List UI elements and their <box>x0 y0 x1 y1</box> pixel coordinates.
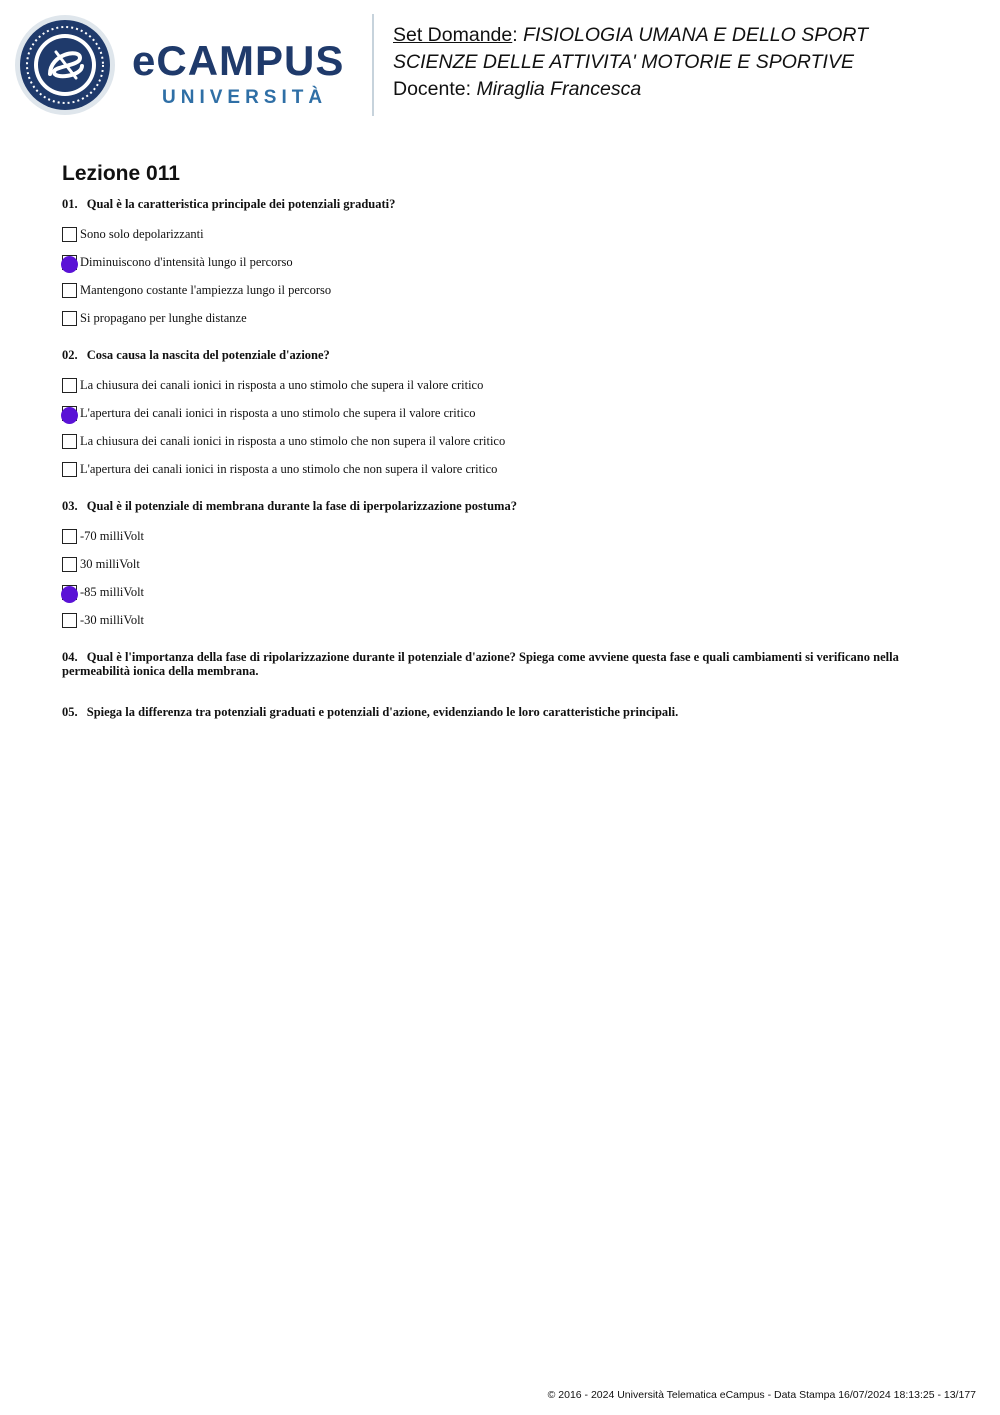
page-footer: © 2016 - 2024 Università Telematica eCampus - Data Stampa 16/07/2024 18:13:25 - 13/177 <box>547 1389 976 1401</box>
question-05 <box>62 705 942 719</box>
teacher-name: Miraglia Francesca <box>476 78 642 100</box>
header-divider <box>372 14 374 116</box>
checkbox[interactable] <box>62 227 77 242</box>
checkbox[interactable] <box>62 529 77 544</box>
question-03 <box>62 499 942 650</box>
answer-option[interactable]: -70 milliVolt <box>62 526 942 554</box>
teacher-label: Docente <box>393 78 466 100</box>
university-seal-logo <box>14 14 116 116</box>
answer-option[interactable]: Sono solo depolarizzanti <box>62 224 942 252</box>
page-header <box>0 0 1000 130</box>
selected-mark <box>61 407 78 424</box>
answer-option[interactable]: La chiusura dei canali ionici in risposta a uno stimolo che non supera il valore critico <box>62 431 942 459</box>
answer-option[interactable]: Mantengono costante l'ampiezza lungo il percorso <box>62 280 942 308</box>
question-02 <box>62 348 942 499</box>
checkbox[interactable] <box>62 434 77 449</box>
question-text: 03. Qual è il potenziale di membrana durante la fase di iperpolarizzazione postuma? <box>62 499 517 513</box>
checkbox[interactable] <box>62 283 77 298</box>
selected-mark <box>61 586 78 603</box>
lesson-title: Lezione 011 <box>62 162 180 185</box>
selected-mark <box>61 256 78 273</box>
answer-option[interactable]: -30 milliVolt <box>62 610 942 638</box>
answer-option[interactable]: L'apertura dei canali ionici in risposta a uno stimolo che supera il valore critico <box>62 403 942 431</box>
question-text: 02. Cosa causa la nascita del potenziale d'azione? <box>62 348 330 362</box>
question-text: 01. Qual è la caratteristica principale dei potenziali graduati? <box>62 197 396 211</box>
checkbox[interactable] <box>62 311 77 326</box>
answer-option[interactable]: Si propagano per lunghe distanze <box>62 308 942 336</box>
question-01 <box>62 197 942 348</box>
answer-option[interactable]: La chiusura dei canali ionici in risposta a uno stimolo che supera il valore critico <box>62 375 942 403</box>
question-text: 04. Qual è l'importanza della fase di ripolarizzazione durante il potenziale d'azione? Spiega come avviene questa fase e quali cambiamenti si verificano nella permeabilità ionica della membrana. <box>62 650 899 678</box>
answer-option[interactable]: -85 milliVolt <box>62 582 942 610</box>
checkbox[interactable] <box>62 613 77 628</box>
set-label: Set Domande <box>393 24 513 46</box>
checkbox[interactable] <box>62 557 77 572</box>
logo-subtitle: UNIVERSITÀ <box>162 87 328 108</box>
header-info: Set Domande: FISIOLOGIA UMANA E DELLO SPORT SCIENZE DELLE ATTIVITA' MOTORIE E SPORTIVE Docente: Miraglia Francesca <box>393 24 869 100</box>
checkbox[interactable] <box>62 462 77 477</box>
answer-option[interactable]: 30 milliVolt <box>62 554 942 582</box>
question-04 <box>62 650 942 705</box>
question-list <box>62 197 942 719</box>
answer-option[interactable]: L'apertura dei canali ionici in risposta a uno stimolo che non supera il valore critico <box>62 459 942 487</box>
answer-option[interactable]: Diminuiscono d'intensità lungo il percorso <box>62 252 942 280</box>
degree-name: SCIENZE DELLE ATTIVITA' MOTORIE E SPORTIVE <box>393 51 854 73</box>
course-name: FISIOLOGIA UMANA E DELLO SPORT <box>523 24 869 46</box>
checkbox[interactable] <box>62 378 77 393</box>
question-text: 05. Spiega la differenza tra potenziali graduati e potenziali d'azione, evidenziando le loro caratteristiche principali. <box>62 705 679 719</box>
logo-wordmark: eCAMPUS <box>132 37 345 84</box>
